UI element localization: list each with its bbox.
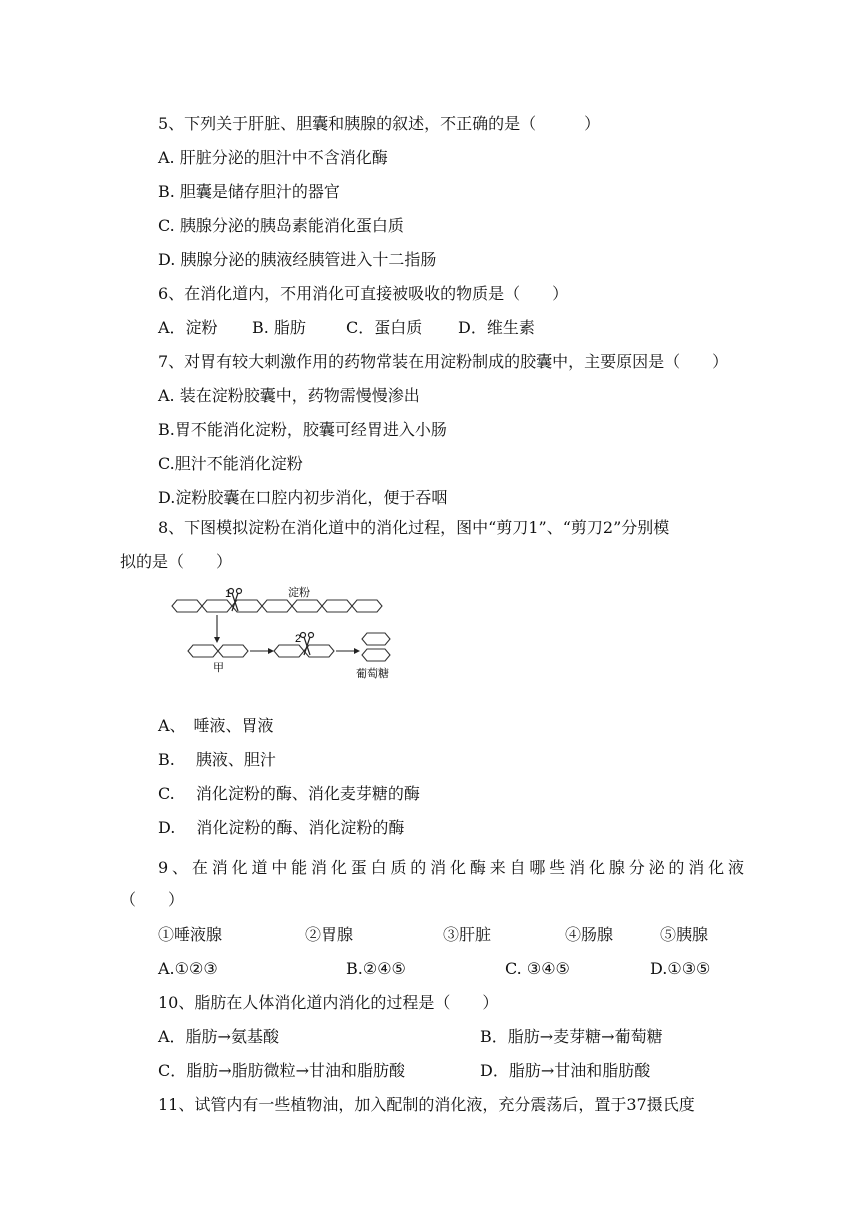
q7-option-b: B.胃不能消化淀粉，胶囊可经胃进入小肠 (158, 420, 447, 439)
q9-option-b: B.②④⑤ (346, 959, 406, 978)
q10-option-c: C．脂肪→脂肪微粒→甘油和脂肪酸 (158, 1061, 406, 1080)
q8-option-b: B. 胰液、胆汁 (158, 750, 276, 769)
q9-gland-1: ①唾液腺 (158, 925, 223, 944)
q7-option-d: D.淀粉胶囊在口腔内初步消化，便于吞咽 (158, 488, 448, 507)
q5-option-a: A. 肝脏分泌的胆汁中不含消化酶 (158, 148, 388, 167)
starch-label: 淀粉 (288, 587, 310, 599)
q8-stem-line1: 8、下图模拟淀粉在消化道中的消化过程，图中“剪刀1”、“剪刀2”分别模 (158, 518, 670, 537)
q9-stem-line2: （ ） (120, 890, 185, 909)
q8-option-c: C. 消化淀粉的酶、消化麦芽糖的酶 (158, 784, 420, 803)
q7-option-c: C.胆汁不能消化淀粉 (158, 454, 303, 473)
scissor-1-label: 1 (225, 588, 232, 600)
q5-option-b: B. 胆囊是储存胆汁的器官 (158, 182, 340, 201)
q10-option-b: B．脂肪→麦芽糖→葡萄糖 (480, 1027, 663, 1046)
q8-option-d: D. 消化淀粉的酶、消化淀粉的酶 (158, 818, 405, 837)
glucose-label: 葡萄糖 (356, 668, 389, 680)
q6-stem: 6、在消化道内，不用消化可直接被吸收的物质是（ ） (158, 284, 569, 303)
q6-option-b: B. 脂肪 (252, 318, 306, 337)
q6-option-d: D．维生素 (458, 318, 535, 337)
q9-gland-4: ④肠腺 (565, 925, 614, 944)
q7-option-a: A. 装在淀粉胶囊中，药物需慢慢渗出 (158, 386, 420, 405)
q7-stem: 7、对胃有较大刺激作用的药物常装在用淀粉制成的胶囊中，主要原因是（ ） (158, 352, 729, 371)
q9-option-d: D.①③⑤ (650, 959, 711, 978)
starch-chain (172, 600, 382, 612)
q8-option-a: A、 唾液、胃液 (158, 716, 274, 735)
q10-option-a: A．脂肪→氨基酸 (158, 1027, 279, 1046)
q10-option-d: D．脂肪→甘油和脂肪酸 (480, 1061, 651, 1080)
q8-stem-line2: 拟的是（ ） (120, 552, 233, 571)
starch-digestion-diagram (170, 585, 400, 685)
maltose-chain-b (274, 645, 334, 657)
q9-gland-2: ②胃腺 (305, 925, 354, 944)
q9-gland-3: ③肝脏 (443, 925, 492, 944)
q5-option-d: D. 胰腺分泌的胰液经胰管进入十二指肠 (158, 250, 437, 269)
q9-stem-line1: 9、在消化道中能消化蛋白质的消化酶来自哪些消化腺分泌的消化液 (158, 858, 744, 877)
q9-gland-5: ⑤胰腺 (660, 925, 709, 944)
q6-option-c: C．蛋白质 (346, 318, 423, 337)
jia-label: 甲 (213, 662, 224, 674)
q9-option-a: A.①②③ (158, 959, 218, 978)
q11-stem-line1: 11、试管内有一些植物油，加入配制的消化液，充分震荡后，置于37摄氏度 (158, 1095, 695, 1114)
glucose-units (362, 633, 390, 661)
q9-option-c: C. ③④⑤ (505, 959, 570, 978)
q5-option-c: C. 胰腺分泌的胰岛素能消化蛋白质 (158, 216, 404, 235)
q5-stem: 5、下列关于肝脏、胆囊和胰腺的叙述，不正确的是（ ） (158, 114, 601, 133)
q6-option-a: A．淀粉 (158, 318, 218, 337)
q10-stem: 10、脂肪在人体消化道内消化的过程是（ ） (158, 993, 499, 1012)
maltose-chain-a (188, 645, 248, 657)
scissor-2-label: 2 (295, 633, 302, 645)
